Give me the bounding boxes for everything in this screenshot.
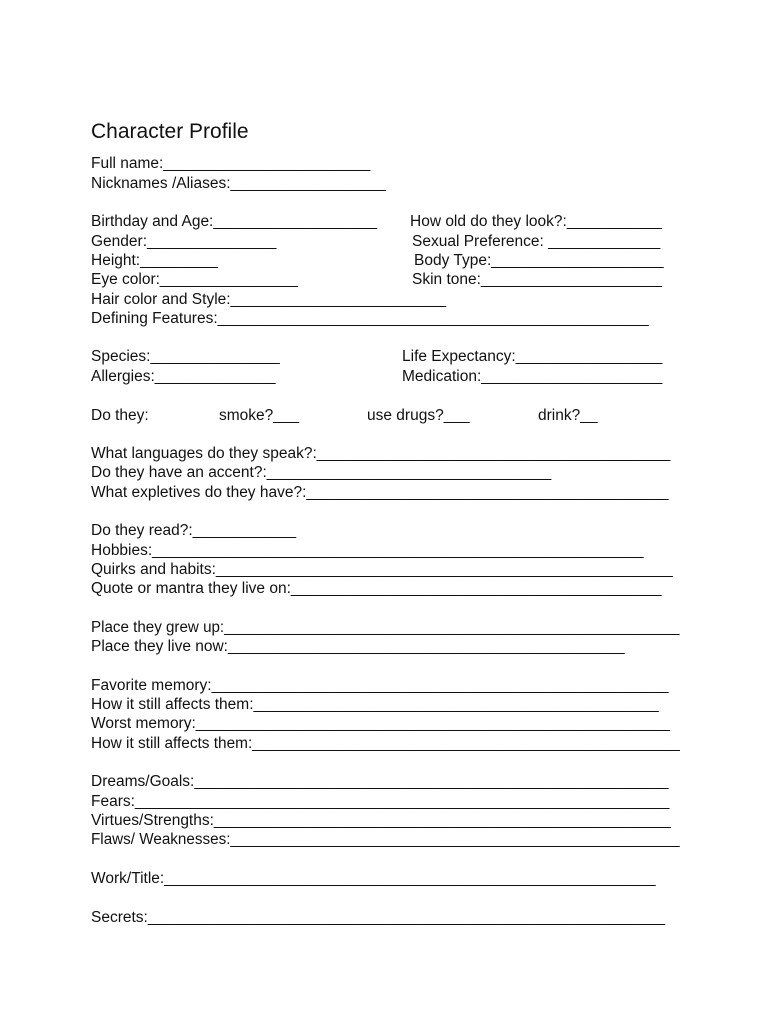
height-field: Height:_________	[91, 252, 218, 269]
quote-field: Quote or mantra they live on:___________________________________________	[91, 580, 662, 597]
species-field: Species:_______________	[91, 348, 280, 365]
smoke-field: smoke?___	[219, 407, 300, 424]
eye-color-field: Eye color:________________	[91, 271, 298, 288]
affects-field-1: How it still affects them:_______________________________________________	[91, 696, 659, 713]
live-now-field: Place they live now:______________________________________________	[91, 638, 625, 655]
dreams-field: Dreams/Goals:_______________________________________________________	[91, 773, 669, 790]
do-they-label: Do they:	[91, 407, 149, 424]
hair-field: Hair color and Style:_________________________	[91, 291, 447, 308]
affects-field-2: How it still affects them:__________________________________________________	[91, 735, 680, 752]
defining-features-field: Defining Features:__________________________________________________	[91, 310, 649, 327]
gender-field: Gender:_______________	[91, 233, 277, 250]
flaws-field: Flaws/ Weaknesses:_____________________________________________________	[91, 831, 680, 848]
hobbies-field: Hobbies:_________________________________________________________	[91, 542, 644, 559]
work-field: Work/Title:_________________________________________________________	[91, 870, 656, 887]
expletives-field: What expletives do they have?:__________________________________________	[91, 484, 669, 501]
look-age-field: How old do they look?:___________	[410, 213, 662, 230]
worst-memory-field: Worst memory:_______________________________________________________	[91, 715, 670, 732]
virtues-field: Virtues/Strengths:_____________________________________________________	[91, 812, 671, 829]
read-field: Do they read?:____________	[91, 522, 297, 539]
allergies-field: Allergies:______________	[91, 368, 276, 385]
grew-up-field: Place they grew up:______________________________________________________	[91, 619, 680, 636]
full-name-field: Full name:________________________	[91, 155, 371, 172]
birthday-age-field: Birthday and Age:___________________	[91, 213, 378, 230]
medication-field: Medication:_____________________	[402, 368, 663, 385]
accent-field: Do they have an accent?:_________________________________	[91, 464, 552, 481]
page-title: Character Profile	[91, 120, 249, 143]
drugs-field: use drugs?___	[367, 407, 470, 424]
favorite-memory-field: Favorite memory:_____________________________________________________	[91, 677, 669, 694]
skin-tone-field: Skin tone:_____________________	[412, 271, 662, 288]
fears-field: Fears:______________________________________________________________	[91, 793, 670, 810]
quirks-field: Quirks and habits:_____________________________________________________	[91, 561, 673, 578]
languages-field: What languages do they speak?:_________________________________________	[91, 445, 671, 462]
sexual-preference-field: Sexual Preference: _____________	[412, 233, 661, 250]
nicknames-field: Nicknames /Aliases:__________________	[91, 175, 386, 192]
drink-field: drink?__	[538, 407, 598, 424]
body-type-field: Body Type:____________________	[414, 252, 664, 269]
life-expectancy-field: Life Expectancy:_________________	[402, 348, 663, 365]
secrets-field: Secrets:____________________________________________________________	[91, 909, 666, 926]
